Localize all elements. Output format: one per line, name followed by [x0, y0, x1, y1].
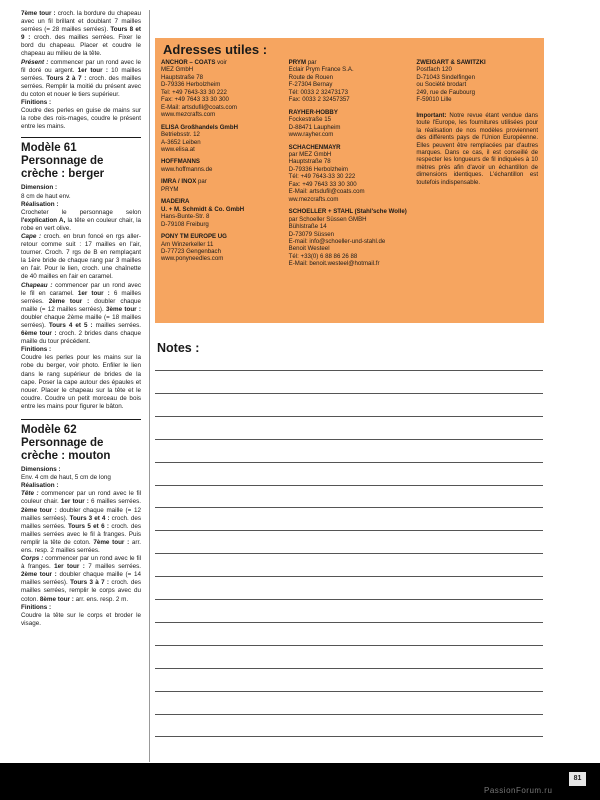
address-line [289, 151, 411, 158]
text-run: croch. des mailles serrées. [21, 514, 141, 530]
address-line [289, 124, 411, 131]
paragraph [21, 612, 141, 628]
bold-label: Dimensions : [21, 466, 61, 474]
left-column [21, 10, 141, 628]
text-run: 6 mailles serrées. [21, 289, 141, 305]
note-line [155, 439, 543, 440]
bold-label: Dimension : [21, 184, 58, 192]
text-run: MEZ GmbH [161, 66, 194, 74]
paragraph [21, 184, 141, 192]
bold-label: Tours 2 à 7 : [46, 74, 87, 82]
text-run: D-79336 Herbolzheim [161, 81, 221, 89]
bold-label: Tours 3 et 4 : [69, 514, 110, 522]
address-line [289, 223, 411, 230]
address-line [161, 178, 283, 185]
section-label: Présent : [21, 58, 49, 66]
addresses-box [155, 38, 544, 323]
text-run: A-3652 Leiben [161, 138, 201, 146]
note-line [155, 599, 543, 600]
note-line [155, 485, 543, 486]
text-run: Hans-Bunte-Str. 8 [161, 213, 210, 221]
bold-label: 1er tour : [54, 563, 85, 571]
text-run: croch. des mailles serrées avec le fil à franges. Puis remplir la tête de coton. [21, 522, 141, 546]
section-label: Corps : [21, 555, 44, 563]
text-run: mailles serrées. [92, 322, 142, 329]
text-run: croch. des mailles serrées. Fixer le bord du chapeau. Placer et coudre le chapeau au milieu de la tête. [21, 34, 141, 58]
text-run: F-27304 Bernay [288, 81, 333, 89]
note-line [155, 462, 543, 463]
intro-instructions [21, 10, 141, 131]
watermark: PassionForum.ru [484, 786, 553, 795]
address-line [161, 124, 283, 131]
section-divider [21, 137, 141, 138]
text-run: E-mail: info@schoeller-und-stahl.de [288, 237, 386, 245]
address-line [289, 181, 411, 188]
address-line [289, 196, 411, 203]
page-number: 81 [569, 772, 586, 786]
text-run: croch. 2 brides dans chaque maille du tour précédent. [21, 330, 141, 346]
text-run: Hauptstraße 78 [161, 73, 204, 81]
bold-label: 2ème tour : [21, 506, 57, 514]
text-run: F-59010 Lille [416, 96, 452, 104]
address-line [289, 216, 411, 223]
text-run: doubler chaque maille (= 14 mailles serrées). [21, 571, 141, 587]
text-run: 8 cm de haut env. [21, 192, 71, 200]
note-line [155, 370, 543, 371]
note-line [155, 691, 543, 692]
text-run: Fax: +49 7643 33 30 300 [288, 180, 357, 188]
addresses-column-2 [289, 59, 411, 268]
text-run: PRYM [161, 185, 179, 193]
paragraph [21, 555, 141, 604]
text-run: www.mezcrafts.com [161, 111, 216, 119]
address-line [161, 81, 283, 88]
text-run: D-79336 Herbolzheim [288, 165, 348, 173]
paragraph [21, 604, 141, 612]
address-line [289, 173, 411, 180]
paragraph [21, 10, 141, 59]
section-divider [21, 419, 141, 420]
address-line [161, 221, 283, 228]
note-line [155, 622, 543, 623]
paragraph [21, 282, 141, 347]
bold-label: PRYM [288, 59, 307, 66]
paragraph [21, 466, 141, 474]
text-run: par Schoeller Süssen GMBH [288, 215, 367, 223]
bold-label: 1er tour : [77, 289, 110, 297]
note-line [155, 736, 543, 737]
bold-label: Tours 3 à 7 : [70, 579, 110, 587]
bold-label: 1er tour : [60, 498, 89, 506]
bold-label: U. + M. Schmidt & Co. GmbH [161, 205, 245, 213]
bold-label: IMRA / INOX [161, 178, 197, 186]
text-run: www.ponyneedles.com [161, 255, 224, 263]
note-line [155, 645, 543, 646]
address-line [161, 146, 283, 153]
address-line [289, 116, 411, 123]
model-62-number: Modèle 62 [21, 424, 77, 437]
bold-label: l'explication A, [21, 216, 66, 224]
text-run: commencer par un rond avec le fil à franges. [21, 555, 141, 571]
bold-label: Finitions : [21, 346, 52, 354]
address-line [289, 66, 411, 73]
model-61-number: Modèle 61 [21, 142, 77, 155]
section-label: Cape : [21, 232, 42, 240]
text-run: Env. 4 cm de haut, 5 cm de long [21, 474, 111, 482]
address-line [289, 253, 411, 260]
text-run: Am Winzerkeller 11 [161, 240, 214, 248]
text-run: Bühlstraße 14 [288, 223, 327, 231]
text-run: Eclair Prym France S.A. [288, 66, 354, 74]
bold-label: MADEIRA [161, 198, 190, 206]
text-run: www.hoffmanns.de [161, 165, 213, 173]
address-line [289, 109, 411, 116]
address-line [289, 59, 411, 66]
text-run: par [306, 59, 317, 66]
address-line [161, 74, 283, 81]
bold-label: Finitions : [21, 99, 52, 107]
paragraph [21, 490, 141, 555]
address-line [416, 89, 538, 96]
text-run: commencer par un rond avec le fil en caramel. [21, 281, 141, 297]
text-run: Fockestraße 15 [288, 116, 332, 124]
text-run: Tél: +49 7643-33 30 222 [288, 173, 356, 181]
model-61-title: Personnage de crèche : berger [21, 155, 105, 181]
bold-label: ELISA Großhandels GmbH [161, 123, 238, 131]
address-line [161, 241, 283, 248]
bold-label: ANCHOR – COATS [161, 59, 216, 66]
address-line [161, 131, 283, 138]
text-run: arr. ens. resp. 2 mailles serrées. [21, 538, 141, 554]
bold-label: SCHACHENMAYR [288, 143, 341, 151]
paragraph [21, 346, 141, 354]
text-run: croch. la bordure du chapeau avec un fil brillant et doublant 7 mailles serrées (= 28 mailles serrées). [21, 10, 141, 34]
address-line [289, 238, 411, 245]
text-run: Notre revue étant vendue dans toute l'Europe, les fournitures utilisées pour la réalisation de nos modèles proviennent des différents pays de l'Union Européenne. Elles peuvent être remplacées par d'autres marques. Dans ce cas, il est conseillé de respecter les longueurs de fil indiquées à 10 mètres près afin d'avoir un échantillon de dimensions identiques. L'échantillon est toutefois indispensable. [416, 111, 539, 186]
address-line [289, 131, 411, 138]
address-line [289, 96, 411, 103]
text-run: doubler chaque 2ème maille (= 18 mailles serrées). [21, 313, 141, 329]
bold-label: Réalisation : [21, 482, 59, 490]
bold-label: 7ème tour : [21, 10, 56, 17]
text-run: Benoit Westeel [288, 245, 330, 253]
text-run: Tél: 0033 2 32473173 [288, 88, 348, 96]
paragraph [21, 99, 141, 107]
text-run: doubler chaque maille (= 12 mailles serrées). [21, 297, 141, 313]
text-run: croch. des mailles serrées, remplir le corps avec du coton. [21, 579, 141, 603]
important-note [416, 112, 538, 187]
model-61-instructions [21, 184, 141, 411]
text-run: www.elisa.at [161, 145, 195, 153]
text-run: Tél: +33(0) 6 88 86 26 88 [288, 252, 358, 260]
address-line [289, 89, 411, 96]
address-line [161, 158, 283, 165]
paragraph [21, 201, 141, 209]
model-62-instructions [21, 466, 141, 628]
addresses-title: Adresses utiles : [163, 42, 268, 57]
text-run: la tête en couleur chair, la robe en vert olive. [21, 216, 142, 232]
text-run: croch. des mailles serrées. Remplir la moitié du présent avec du coton et nouer le tiers supérieur. [21, 74, 141, 98]
text-run: Coudre la tête sur le corps et broder le visage. [21, 611, 141, 627]
text-run: Coudre des perles en guise de mains sur la robe des rois-mages, coudre le présent entre les mains. [21, 107, 141, 131]
model-62-title: Personnage de crèche : mouton [21, 437, 111, 463]
bold-label: Tours 5 et 6 : [68, 522, 110, 530]
address-line [161, 166, 283, 173]
address-line [289, 245, 411, 252]
text-run: www.rayher.com [288, 131, 334, 139]
address-line [289, 208, 411, 215]
section-label: Chapeau : [21, 281, 53, 289]
address-line [161, 233, 283, 240]
note-line [155, 553, 543, 554]
text-run: E-Mail: artsdufil@coats.com [288, 188, 365, 196]
text-run: commencer par un rond avec le fil doré ou argent. [21, 58, 141, 74]
section-label: Tête : [21, 490, 39, 498]
paragraph [21, 482, 141, 490]
text-run: Crocheter le personnage selon [21, 208, 141, 216]
bold-label: 7ème tour : [93, 538, 130, 546]
paragraph [21, 59, 141, 99]
address-line [161, 66, 283, 73]
note-line [155, 530, 543, 531]
addresses-column-1 [161, 59, 283, 268]
text-run: D-77723 Gengenbach [161, 247, 221, 255]
address-line [161, 198, 283, 205]
address-line [161, 96, 283, 103]
paragraph [21, 354, 141, 411]
bold-label: Tours 4 et 5 : [48, 322, 93, 329]
text-run: arr. ens. resp. 2 m. [73, 595, 129, 603]
text-run: 249, rue de Faubourg [416, 88, 475, 96]
address-line [416, 81, 538, 88]
text-run: croch. en brun foncé en rgs aller-retour comme suit : 17 mailles en l'air, tourner. Croch. 7 rgs de B en remplaçant la 1ère bride de chaque rang par 3 mailles en l'air. Pour le lien, croch. une chaînette de 40 mailles en l'air en caramel. [21, 232, 141, 281]
text-run: E-Mail: benoit.westeel@hotmail.fr [288, 260, 380, 268]
address-line [161, 206, 283, 213]
text-run: E-Mail: artsdufil@coats.com [161, 103, 237, 111]
text-run: D-71043 Sindelfingen [416, 73, 475, 81]
bold-label: Tours 8 et 9 : [21, 26, 142, 42]
paragraph [21, 107, 141, 131]
text-run: commencer par un rond avec le fil couleur chair. [21, 490, 141, 506]
bold-label: 3ème tour : [106, 305, 141, 313]
text-run: D-73079 Süssen [288, 230, 335, 238]
paragraph [21, 233, 141, 282]
text-run: Fax: +49 7643 33 30 300 [161, 96, 229, 104]
address-line [161, 111, 283, 118]
address-line [289, 144, 411, 151]
address-line [161, 89, 283, 96]
bold-label: 2ème tour : [21, 571, 57, 579]
address-line [289, 166, 411, 173]
bold-label: Finitions : [21, 603, 52, 611]
address-line [416, 96, 538, 103]
text-run: Coudre les perles pour les mains sur la robe du berger, voir photo. Enfiler le lien dans le rang supérieur de brides de la cape. Poser la cape autour des épaules et nouer. Placer le chapeau sur la tête et le coudre. Coudre un petit morceau de bois entre les mains pour figurer le bâton. [21, 354, 141, 410]
text-run: voir [215, 59, 227, 66]
text-run: doubler chaque maille (= 12 mailles serrées). [21, 506, 141, 522]
address-line [289, 74, 411, 81]
text-run: Fax: 0033 2 32457357 [288, 96, 350, 104]
text-run: 7 mailles serrées. [84, 563, 141, 571]
text-run: ou Société brodart [416, 81, 467, 89]
address-line [289, 188, 411, 195]
paragraph [21, 474, 141, 482]
bold-label: HOFFMANNS [161, 158, 200, 166]
address-line [161, 139, 283, 146]
address-line [416, 59, 538, 66]
address-line [161, 248, 283, 255]
bold-label: 1er tour : [77, 66, 108, 74]
address-line [161, 59, 283, 66]
address-line [289, 158, 411, 165]
address-line [161, 186, 283, 193]
addresses-column-3 [416, 59, 538, 268]
bold-label: 6ème tour : [21, 330, 57, 338]
bold-label: ZWEIGART & SAWITZKI [416, 59, 486, 66]
address-line [416, 66, 538, 73]
text-run: par MEZ GmbH [288, 150, 332, 158]
address-line [416, 74, 538, 81]
address-line [161, 104, 283, 111]
text-run: D-79108 Freiburg [161, 220, 209, 228]
note-line [155, 393, 543, 394]
address-line [289, 231, 411, 238]
note-line [155, 507, 543, 508]
text-run: 10 mailles serrées. [21, 66, 141, 82]
note-line [155, 416, 543, 417]
text-run: Route de Rouen [288, 73, 334, 81]
bold-label: 8ème tour : [39, 595, 74, 603]
column-divider [149, 10, 150, 762]
text-run: Betriebsstr. 12 [161, 131, 200, 139]
bold-label: 2ème tour : [48, 297, 90, 305]
note-line [155, 714, 543, 715]
notes-title: Notes : [157, 341, 200, 355]
text-run: 6 mailles serrées. [88, 498, 141, 506]
bold-label: Important: [416, 111, 447, 119]
text-run: ww.mezcrafts.com [288, 195, 339, 203]
note-line [155, 668, 543, 669]
note-line [155, 576, 543, 577]
text-run: Hauptstraße 78 [288, 158, 331, 166]
text-run: par [196, 178, 207, 186]
bold-label: PONY TM EUROPE UG [161, 233, 227, 241]
paragraph [21, 209, 141, 233]
bold-label: SCHOELLER + STAHL (Stahl'sche Wolle) [288, 208, 407, 216]
text-run: D-88471 Laupheim [288, 123, 341, 131]
address-line [289, 81, 411, 88]
text-run: Tel: +49 7643-33 30 222 [161, 88, 227, 96]
paragraph [21, 193, 141, 201]
text-run: Postfach 120 [416, 66, 452, 74]
address-line [161, 213, 283, 220]
bold-label: Réalisation : [21, 200, 59, 208]
bold-label: RAYHER-HOBBY [288, 108, 338, 116]
address-line [161, 255, 283, 262]
address-line [289, 260, 411, 267]
